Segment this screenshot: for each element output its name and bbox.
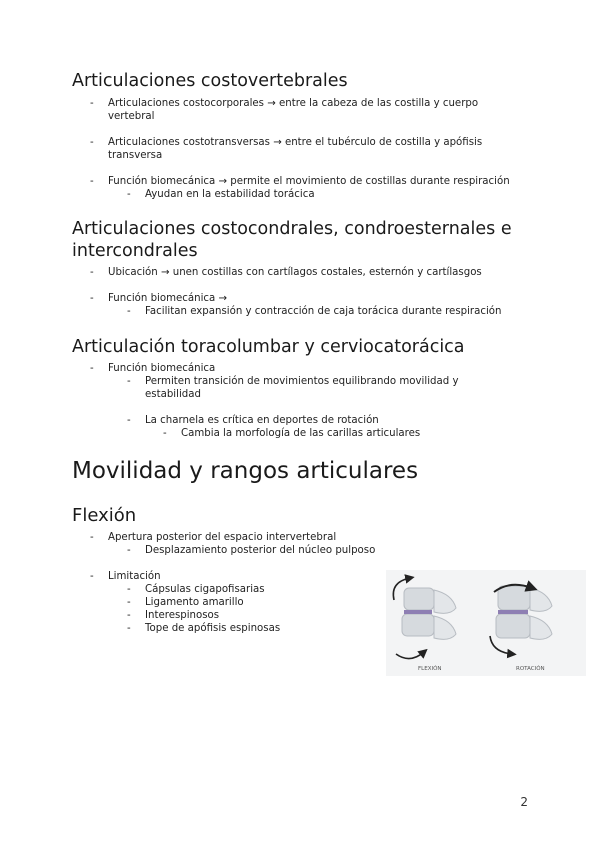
list-item: - Función biomecánica bbox=[90, 363, 216, 374]
list-item: - Facilitan expansión y contracción de caja torácica durante respiración bbox=[127, 306, 502, 317]
list-item: - La charnela es crítica en deportes de rotación bbox=[127, 415, 379, 426]
list-item: - Tope de apófisis espinosas bbox=[127, 623, 281, 634]
flexion-vertebrae bbox=[393, 578, 456, 659]
list-item: - Función biomecánica → bbox=[90, 293, 228, 304]
section-heading-costovertebrales: Articulaciones costovertebrales bbox=[72, 71, 348, 91]
list-item: - Limitación bbox=[90, 571, 161, 582]
figure-label-flexion: FLEXIÓN bbox=[418, 666, 442, 672]
list-item: - Articulaciones costocorporales → entre la cabeza de las costilla y cuerpo vertebral bbox=[90, 98, 479, 122]
list-item: - Articulaciones costotransversas → entre el tubérculo de costilla y apófisis transversa bbox=[90, 137, 483, 161]
figure-label-rotation: ROTACIÓN bbox=[516, 666, 545, 672]
vertebrae-illustration bbox=[386, 570, 586, 676]
section-heading-costocondrales: Articulaciones costocondrales, condroesternales e intercondrales bbox=[72, 219, 512, 261]
spine-motion-figure bbox=[386, 570, 586, 676]
list-item: - Ubicación → unen costillas con cartílagos costales, esternón y cartílasgos bbox=[90, 267, 482, 278]
list-item: - Interespinosos bbox=[127, 610, 220, 621]
list-item: - Apertura posterior del espacio intervertebral bbox=[90, 532, 337, 543]
list-item: - Ayudan en la estabilidad torácica bbox=[127, 189, 315, 200]
list-item: - Permiten transición de movimientos equilibrando movilidad y estabilidad bbox=[127, 376, 459, 400]
section-heading-toracolumbar: Articulación toracolumbar y cerviocatorácica bbox=[72, 337, 465, 357]
list-item: - Desplazamiento posterior del núcleo pulposo bbox=[127, 545, 376, 556]
rotation-vertebrae bbox=[490, 585, 552, 654]
list-item: - Cápsulas cigapofisarias bbox=[127, 584, 265, 595]
list-item: - Función biomecánica → permite el movimiento de costillas durante respiración bbox=[90, 176, 510, 187]
chapter-heading: Movilidad y rangos articulares bbox=[72, 458, 419, 484]
section-heading-flexion: Flexión bbox=[72, 505, 137, 526]
list-item: - Cambia la morfología de las carillas articulares bbox=[163, 428, 421, 439]
list-item: - Ligamento amarillo bbox=[127, 597, 244, 608]
page-number: 2 bbox=[520, 795, 528, 809]
